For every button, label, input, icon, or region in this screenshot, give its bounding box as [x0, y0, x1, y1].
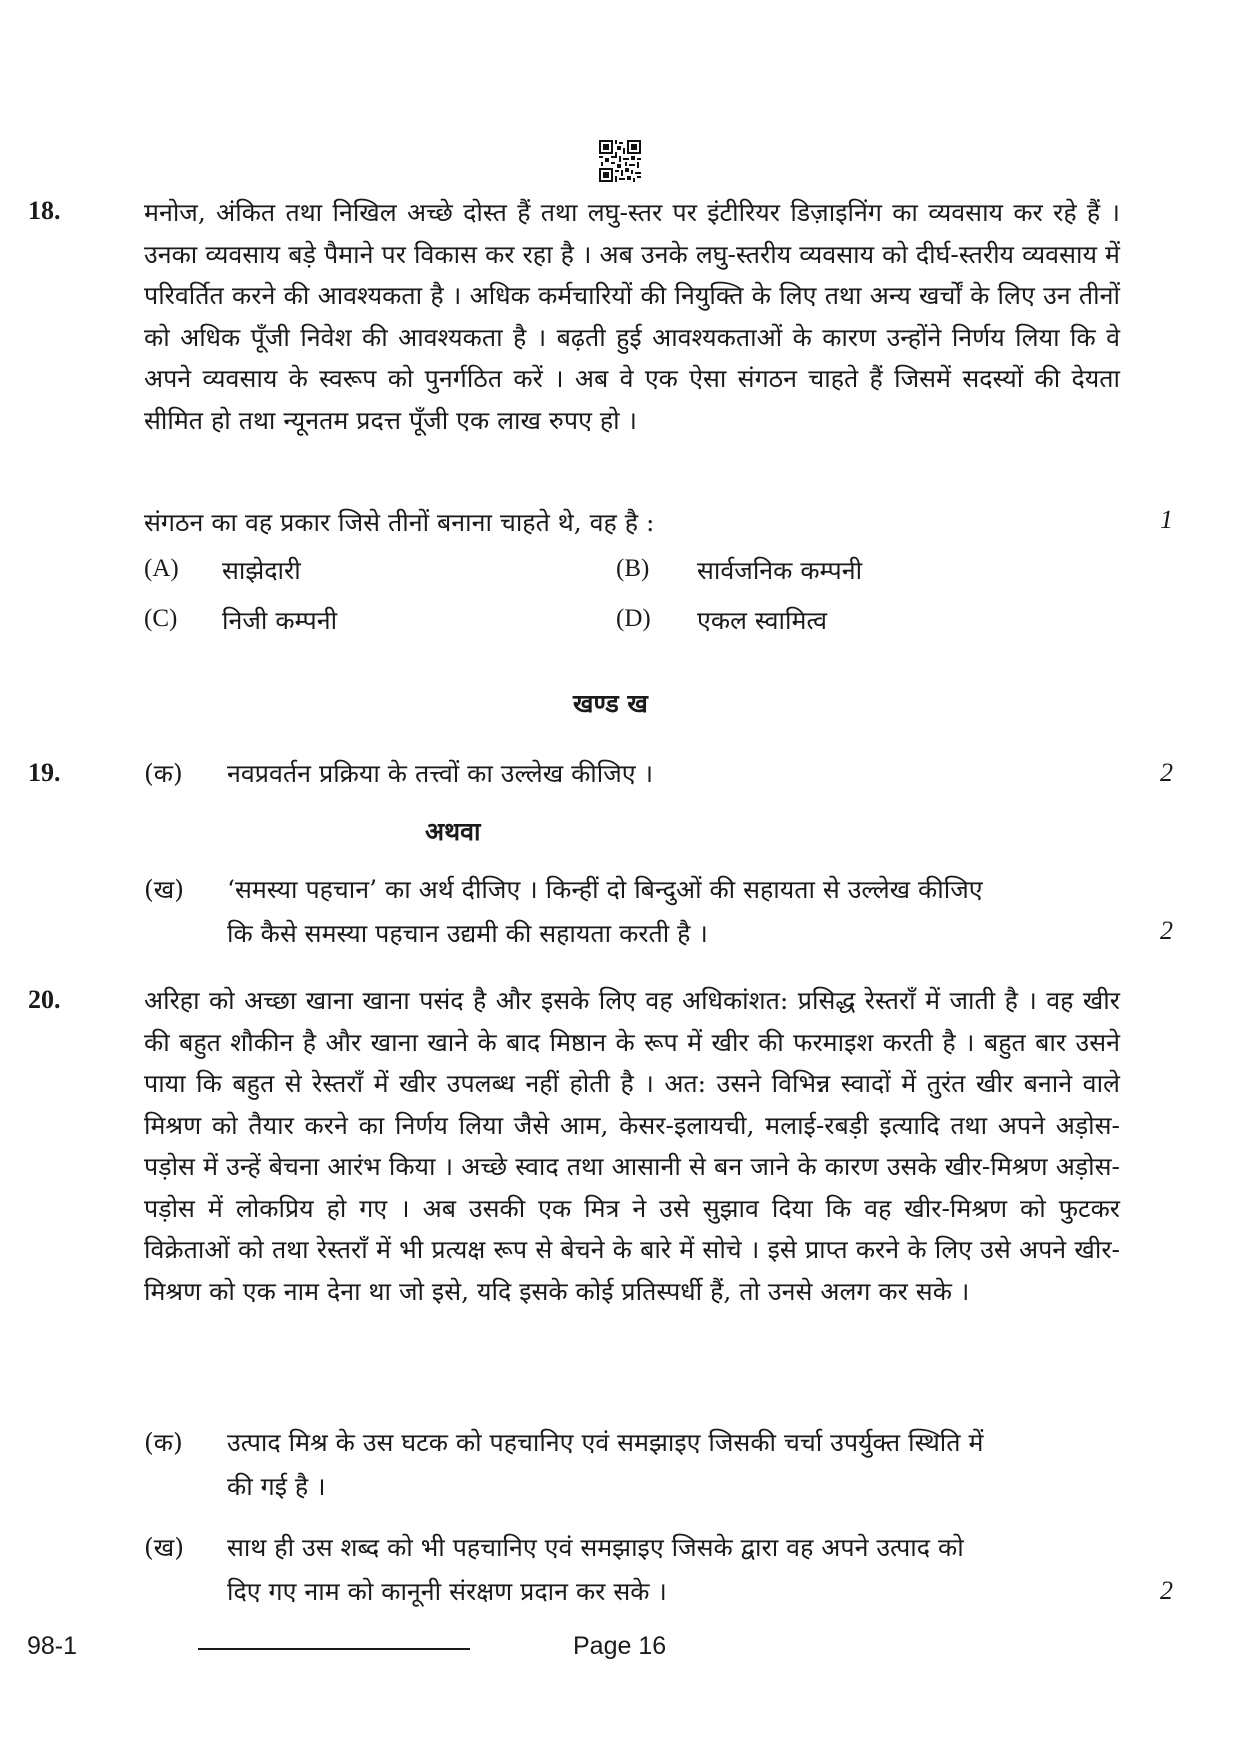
option-key: (C): [144, 605, 178, 632]
question-number: 20.: [28, 985, 61, 1014]
option-key: (A): [144, 555, 179, 582]
question-prompt: संगठन का वह प्रकार जिसे तीनों बनाना चाहते थे, वह है :: [144, 508, 655, 537]
sub-question-text: कि कैसे समस्या पहचान उद्यमी की सहायता करती है ।: [227, 919, 708, 948]
section-heading: खण्ड ख: [573, 689, 648, 718]
marks-label: 2: [1160, 916, 1173, 945]
paper-code: 98-1: [27, 1632, 78, 1660]
sub-question-key: (क): [144, 759, 183, 788]
footer-divider: [198, 1648, 470, 1650]
sub-question-key: (ख): [144, 875, 184, 904]
sub-question-text: ‘समस्या पहचान’ का अर्थ दीजिए । किन्हीं दो बिन्दुओं की सहायता से उल्लेख कीजिए: [227, 875, 983, 904]
option-text: सार्वजनिक कम्पनी: [697, 556, 863, 585]
option-text: साझेदारी: [222, 556, 301, 585]
marks-label: 2: [1160, 1576, 1173, 1605]
or-label: अथवा: [425, 817, 481, 846]
marks-label: 1: [1160, 505, 1173, 534]
sub-question-text: दिए गए नाम को कानूनी संरक्षण प्रदान कर सके ।: [227, 1577, 667, 1606]
sub-question-text: की गई है ।: [227, 1472, 326, 1501]
question-passage: मनोज, अंकित तथा निखिल अच्छे दोस्त हैं तथा लघु-स्तर पर इंटीरियर डिज़ाइनिंग का व्यवसाय कर रहे हैं । उनका व्यवसाय बड़े पैमाने पर विकास कर रहा है । अब उनके लघु-स्तरीय व्यवसाय को दीर्घ-स्तरीय व्यवसाय में परिवर्तित करने की आवश्यकता है । अधिक कर्मचारियों की नियुक्ति के लिए तथा अन्य खर्चों के लिए उन तीनों को अधिक पूँजी निवेश की आवश्यकता है । बढ़ती हुई आवश्यकताओं के कारण उन्होंने निर्णय लिया कि वे अपने व्यवसाय के स्वरूप को पुनर्गठित करें । अब वे एक ऐसा संगठन चाहते हैं जिसमें सदस्यों की देयता सीमित हो तथा न्यूनतम प्रदत्त पूँजी एक लाख रुपए हो ।: [144, 198, 1120, 435]
question-number: 19.: [28, 758, 61, 787]
page-number: Page 16: [573, 1632, 667, 1660]
sub-question-key: (ख): [144, 1533, 184, 1562]
marks-label: 2: [1160, 758, 1173, 787]
sub-question-text: उत्पाद मिश्र के उस घटक को पहचानिए एवं समझाइए जिसकी चर्चा उपर्युक्त स्थिति में: [227, 1428, 984, 1457]
option-text: निजी कम्पनी: [222, 606, 338, 635]
option-key: (D): [616, 605, 651, 632]
sub-question-text: साथ ही उस शब्द को भी पहचानिए एवं समझाइए जिसके द्वारा वह अपने उत्पाद को: [227, 1533, 964, 1562]
sub-question-key: (क): [144, 1428, 183, 1457]
qr-code-icon: [598, 140, 642, 182]
sub-question-text: नवप्रवर्तन प्रक्रिया के तत्त्वों का उल्लेख कीजिए ।: [227, 759, 654, 788]
option-key: (B): [616, 555, 650, 582]
option-text: एकल स्वामित्व: [697, 606, 827, 635]
question-passage: अरिहा को अच्छा खाना खाना पसंद है और इसके लिए वह अधिकांशत: प्रसिद्ध रेस्तराँ में जाती है । वह खीर की बहुत शौकीन है और खाना खाने के बाद मिष्ठान के रूप में खीर की फरमाइश करती है । बहुत बार उसने पाया कि बहुत से रेस्तराँ में खीर उपलब्ध नहीं होती है । अत: उसने विभिन्न स्वादों में तुरंत खीर बनाने वाले मिश्रण को तैयार करने का निर्णय लिया जैसे आम, केसर-इलायची, मलाई-रबड़ी इत्यादि तथा अपने अड़ोस-पड़ोस में उन्हें बेचना आरंभ किया । अच्छे स्वाद तथा आसानी से बन जाने के कारण उसके खीर-मिश्रण अड़ोस-पड़ोस में लोकप्रिय हो गए । अब उसकी एक मित्र ने उसे सुझाव दिया कि वह खीर-मिश्रण को फुटकर विक्रेताओं को तथा रेस्तराँ में भी प्रत्यक्ष रूप से बेचने के बारे में सोचे । इसे प्राप्त करने के लिए उसे अपने खीर-मिश्रण को एक नाम देना था जो इसे, यदि इसके कोई प्रतिस्पर्धी हैं, तो उनसे अलग कर सके ।: [144, 986, 1120, 1306]
question-number: 18.: [28, 196, 61, 225]
